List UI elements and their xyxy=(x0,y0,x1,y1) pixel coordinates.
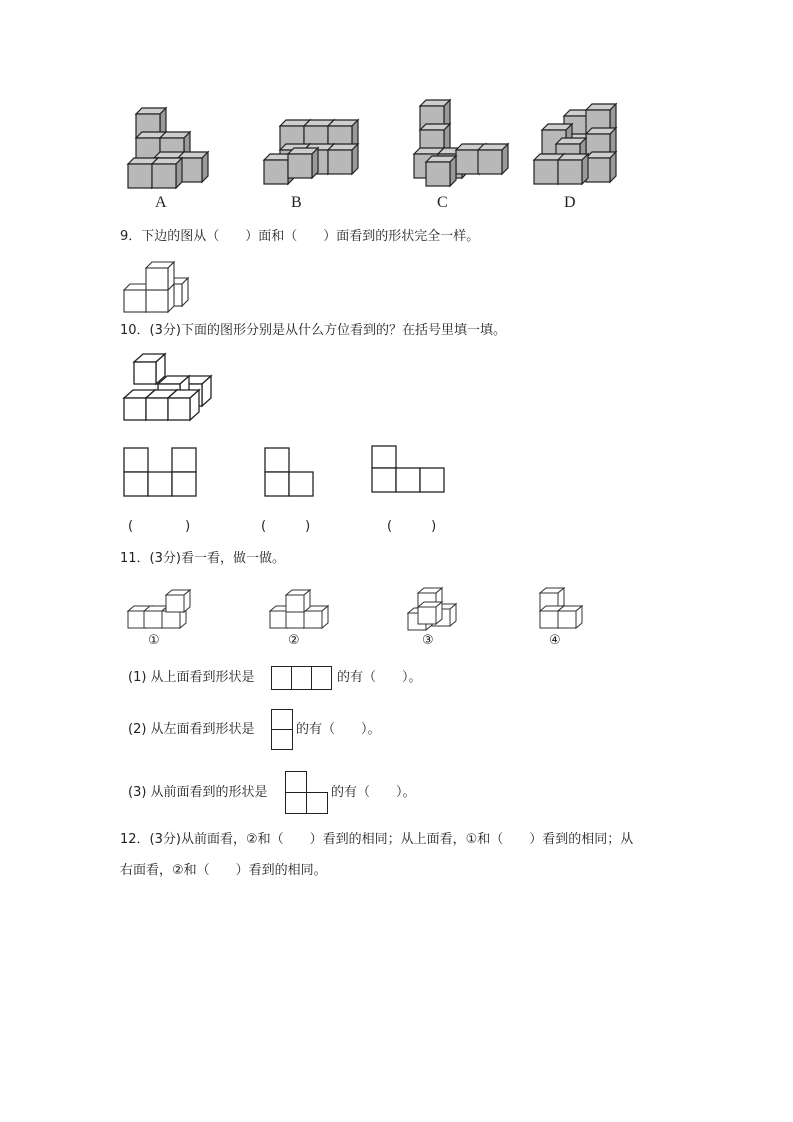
figure-b xyxy=(264,120,358,184)
question-11-sub1-suffix: 的有（ ）。 xyxy=(337,670,422,685)
figure-d xyxy=(534,104,616,184)
question-11-label-1: ① xyxy=(148,633,160,648)
question-10-blank-1[interactable]: ( ) xyxy=(128,519,191,534)
question-10-text: 10．(3分)下面的图形分别是从什么方位看到的？在括号里填一填。 xyxy=(120,323,506,338)
question-12-line-1: 12．(3分)从前面看，②和（ ）看到的相同；从上面看，①和（ ）看到的相同；从 xyxy=(120,832,634,847)
option-label-c: C xyxy=(437,194,448,211)
question-11-sub1-prefix: (1) 从上面看到形状是 xyxy=(128,670,255,685)
question-10-blank-3[interactable]: ( ) xyxy=(387,519,437,534)
question-12-line-2: 右面看，②和（ ）看到的相同。 xyxy=(120,863,327,878)
question-9-text: 9．下边的图从（ ）面和（ ）面看到的形状完全一样。 xyxy=(120,229,480,244)
question-11-sub3-prefix: (3) 从前面看到的形状是 xyxy=(128,785,268,800)
question-11-figures xyxy=(126,586,626,636)
question-11-figure-3 xyxy=(408,588,456,630)
question-11-sub2-prefix: (2) 从左面看到形状是 xyxy=(128,722,255,737)
question-9-figure xyxy=(120,260,200,320)
question-10-view-3 xyxy=(370,444,450,499)
figure-a xyxy=(128,108,208,188)
option-label-a: A xyxy=(155,194,167,211)
question-10-figure xyxy=(122,352,232,432)
question-10-view-2 xyxy=(263,446,323,501)
question-11-text: 11．(3分)看一看，做一做。 xyxy=(120,551,285,566)
question-10-blank-2[interactable]: ( ) xyxy=(261,519,311,534)
question-11-figure-2 xyxy=(270,590,328,628)
option-figures xyxy=(0,0,793,200)
option-label-b: B xyxy=(291,194,302,211)
question-11-label-3: ③ xyxy=(422,633,434,648)
question-11-sub2-suffix: 的有（ ）。 xyxy=(296,722,381,737)
question-11-figure-1 xyxy=(128,590,190,628)
question-11-figure-4 xyxy=(540,588,582,628)
question-10-view-1 xyxy=(122,446,202,501)
question-11-label-2: ② xyxy=(288,633,300,648)
option-label-d: D xyxy=(564,194,576,211)
question-11-label-4: ④ xyxy=(549,633,561,648)
question-11-sub3-suffix: 的有（ ）。 xyxy=(331,785,416,800)
figure-c xyxy=(414,100,508,186)
